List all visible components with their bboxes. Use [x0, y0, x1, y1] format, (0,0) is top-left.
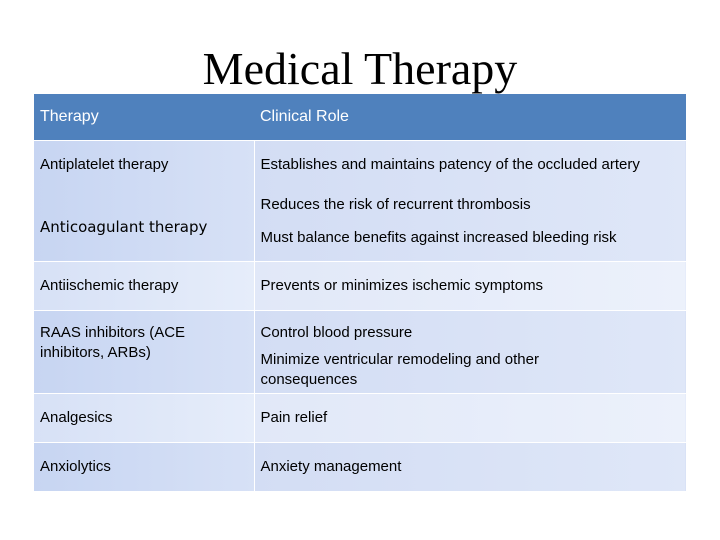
role-cell — [254, 141, 686, 194]
role-text: Anxiety management — [260, 458, 402, 475]
role-text: Control blood pressure — [260, 324, 413, 341]
table-row — [34, 311, 686, 394]
therapy-cell — [34, 311, 254, 394]
header-therapy: Therapy — [34, 94, 254, 141]
page-title: Medical Therapy — [202, 43, 518, 94]
therapy-cell — [34, 193, 254, 262]
therapy-name: Anxiolytics — [40, 458, 111, 475]
role-text: Prevents or minimizes ischemic symptoms — [260, 277, 544, 294]
therapy-name: RAAS inhibitors (ACE inhibitors, ARBs) — [40, 324, 186, 361]
role-text: Reduces the risk of recurrent thrombosis — [260, 196, 531, 213]
role-cell — [254, 443, 686, 492]
table-header-row — [34, 94, 686, 141]
table-row — [34, 262, 686, 311]
table-row — [34, 394, 686, 443]
therapy-cell — [34, 443, 254, 492]
table-row — [34, 443, 686, 492]
role-cell — [254, 311, 686, 394]
therapy-name: Anticoagulant therapy — [40, 218, 208, 236]
role-text: Minimize ventricular remodeling and other consequences — [260, 351, 539, 388]
header-clinical-role: Clinical Role — [254, 94, 686, 141]
role-cell — [254, 394, 686, 443]
therapy-cell — [34, 394, 254, 443]
role-text: Pain relief — [260, 409, 328, 426]
therapy-name: Analgesics — [40, 409, 113, 426]
therapy-name: Antiplatelet therapy — [40, 156, 169, 173]
therapy-cell — [34, 141, 254, 194]
role-text: Must balance benefits against increased bleeding risk — [260, 229, 617, 246]
table-row — [34, 141, 686, 194]
table-row — [34, 193, 686, 262]
therapy-name: Antiischemic therapy — [40, 277, 179, 294]
role-cell — [254, 262, 686, 311]
therapy-cell — [34, 262, 254, 311]
role-text: Establishes and maintains patency of the occluded artery — [260, 156, 640, 173]
role-cell — [254, 193, 686, 262]
therapy-table — [34, 94, 686, 491]
